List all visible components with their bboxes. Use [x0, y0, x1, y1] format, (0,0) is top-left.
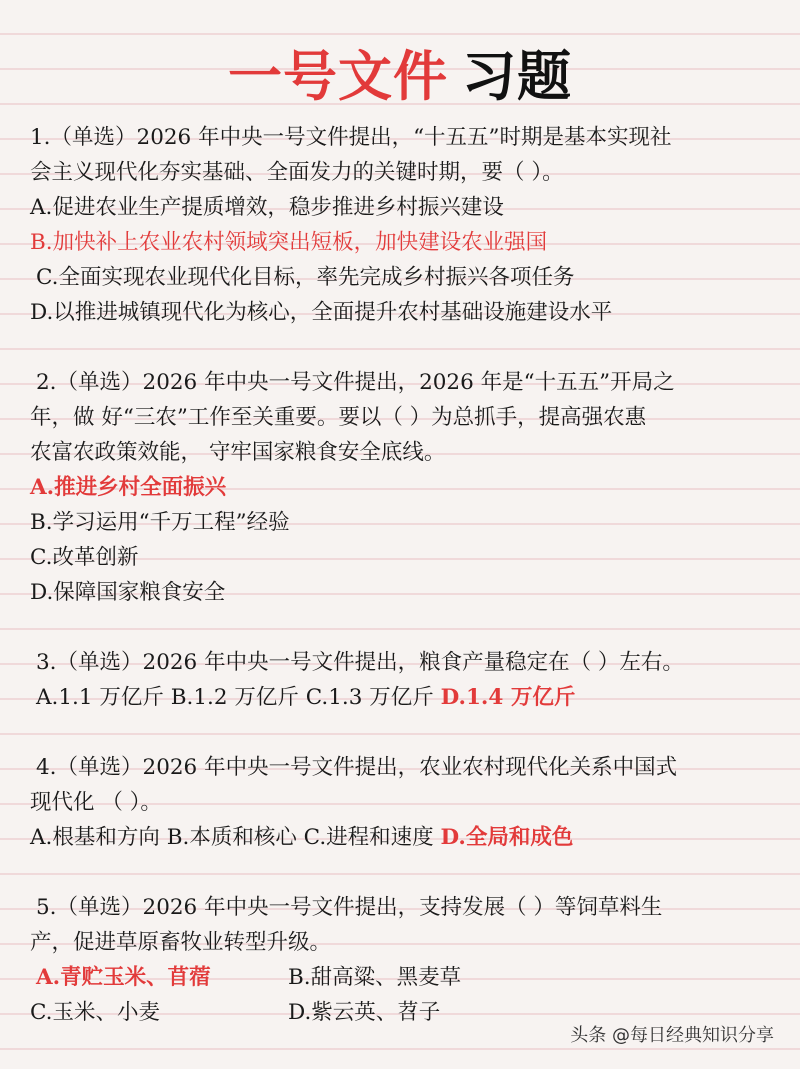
q5-options-row1: [30, 960, 780, 995]
q2-option-c: C.改革创新: [30, 545, 139, 570]
question-5: [30, 890, 780, 1030]
question-4: [30, 750, 780, 855]
q1-option-c: C.全面实现农业现代化目标，率先完成乡村振兴各项任务: [36, 265, 575, 290]
title-red: 一号文件: [228, 45, 448, 108]
page-title: [0, 42, 800, 112]
q2-option-d: D.保障国家粮食安全: [30, 580, 226, 605]
q2-option-a-answer: A.推进乡村全面振兴: [30, 475, 227, 500]
q5-option-b: B.甜高粱、黑麦草: [288, 965, 462, 990]
q2-stem-line3: 农富农政策效能， 守牢国家粮食安全底线。: [30, 440, 446, 465]
question-2: [30, 365, 780, 610]
q4-options-text: A.根基和方向 B.本质和核心 C.进程和速度: [30, 825, 441, 850]
q1-stem-line1: 1.（单选）2026 年中央一号文件提出，“十五五”时期是基本实现社: [30, 125, 672, 150]
q5-option-d: D.紫云英、苕子: [288, 1000, 441, 1025]
q4-option-d-answer: D.全局和成色: [440, 825, 574, 850]
watermark: 头条 @每日经典知识分享: [570, 1025, 774, 1046]
q5-option-c: C.玉米、小麦: [30, 1000, 161, 1025]
q1-stem-line2: 会主义现代化夯实基础、全面发力的关键时期，要（ ）。: [30, 160, 564, 185]
q2-stem-line2: 年，做 好“三农”工作至关重要。要以（ ）为总抓手，提高强农惠: [30, 405, 647, 430]
q4-stem-line1: 4.（单选）2026 年中央一号文件提出，农业农村现代化关系中国式: [36, 755, 678, 780]
q1-option-b-answer: B.加快补上农业农村领域突出短板，加快建设农业强国: [30, 230, 548, 255]
q2-stem-line1: 2.（单选）2026 年中央一号文件提出，2026 年是“十五五”开局之: [36, 370, 675, 395]
q3-options: [30, 680, 780, 715]
question-1: [30, 120, 780, 330]
q5-stem-line2: 产，促进草原畜牧业转型升级。: [30, 930, 332, 955]
q2-option-b: B.学习运用“千万工程”经验: [30, 510, 290, 535]
title-black: 习题: [462, 45, 572, 108]
q3-options-text: A.1.1 万亿斤 B.1.2 万亿斤 C.1.3 万亿斤: [36, 685, 441, 710]
q1-option-a: A.促进农业生产提质增效，稳步推进乡村振兴建设: [30, 195, 504, 220]
q4-options: [30, 820, 780, 855]
q5-stem-line1: 5.（单选）2026 年中央一号文件提出，支持发展（ ）等饲草料生: [36, 895, 663, 920]
q3-stem-line1: 3.（单选）2026 年中央一号文件提出，粮食产量稳定在（ ）左右。: [36, 650, 684, 675]
question-3: [30, 645, 780, 715]
q4-stem-line2: 现代化 （ ）。: [30, 790, 162, 815]
q1-option-d: D.以推进城镇现代化为核心，全面提升农村基础设施建设水平: [30, 300, 613, 325]
question-list: [30, 120, 780, 1030]
q3-option-d-answer: D.1.4 万亿斤: [440, 685, 576, 710]
q5-option-a-answer: A.青贮玉米、苜蓿: [36, 965, 211, 990]
